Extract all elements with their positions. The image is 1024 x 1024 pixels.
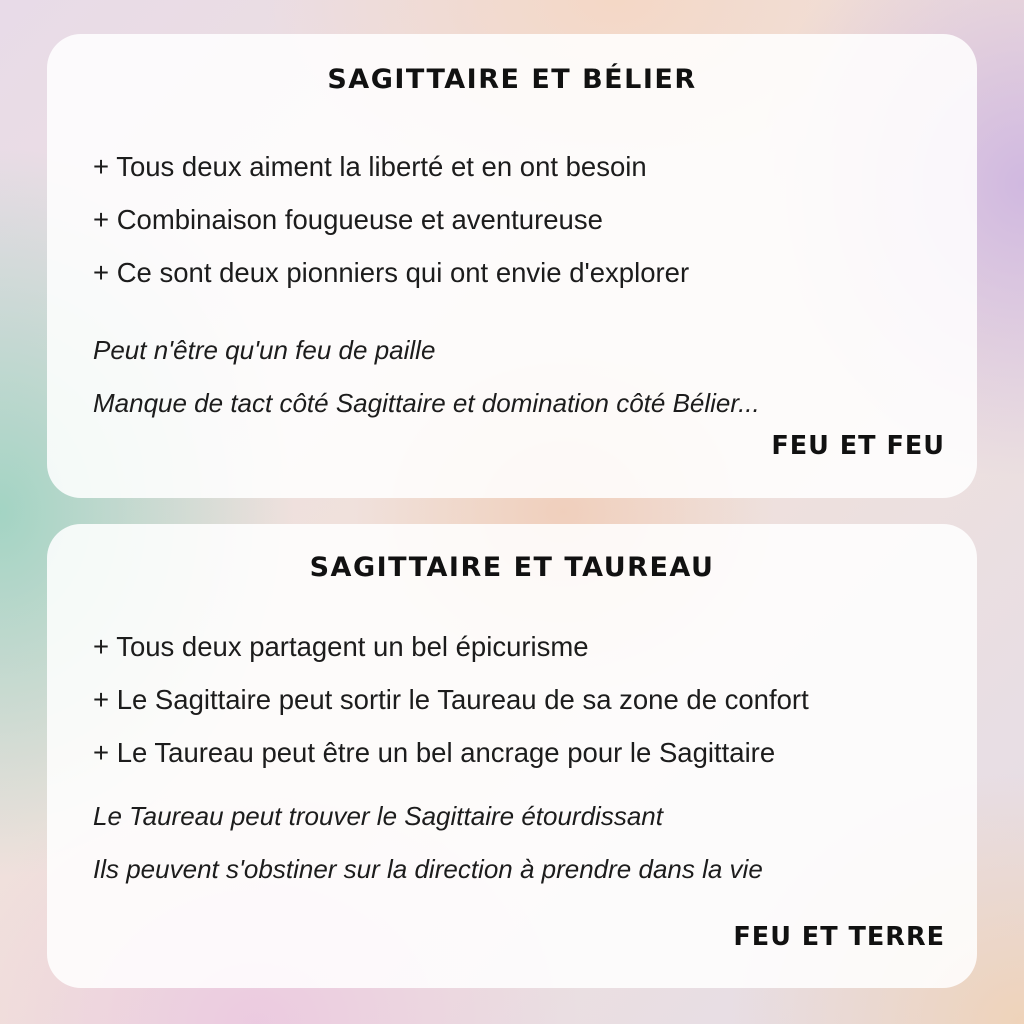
element-pairing-label: FEU ET TERRE: [733, 922, 945, 952]
con-item: Peut n'être qu'un feu de paille: [93, 335, 436, 365]
cons-list: [93, 324, 947, 430]
pros-list: [93, 620, 947, 779]
card-title: SAGITTAIRE ET BÉLIER: [327, 64, 697, 95]
pros-list: [93, 140, 947, 299]
pro-item: + Ce sont deux pionniers qui ont envie d'explorer: [93, 257, 690, 288]
con-item: Ils peuvent s'obstiner sur la direction à prendre dans la vie: [93, 854, 763, 884]
pro-item: + Tous deux partagent un bel épicurisme: [93, 631, 589, 662]
con-item: Manque de tact côté Sagittaire et domination côté Bélier...: [93, 388, 760, 418]
pro-item: + Le Sagittaire peut sortir le Taureau de sa zone de confort: [93, 684, 809, 715]
card-title: SAGITTAIRE ET TAUREAU: [309, 552, 715, 583]
pro-item: + Tous deux aiment la liberté et en ont besoin: [93, 151, 647, 182]
compatibility-card-sagittaire-taureau: [47, 524, 977, 988]
cons-list: [93, 790, 947, 896]
pro-item: + Le Taureau peut être un bel ancrage pour le Sagittaire: [93, 737, 776, 768]
pro-item: + Combinaison fougueuse et aventureuse: [93, 204, 603, 235]
element-pairing-label: FEU ET FEU: [771, 431, 945, 461]
con-item: Le Taureau peut trouver le Sagittaire étourdissant: [93, 801, 663, 831]
compatibility-card-sagittaire-belier: [47, 34, 977, 498]
